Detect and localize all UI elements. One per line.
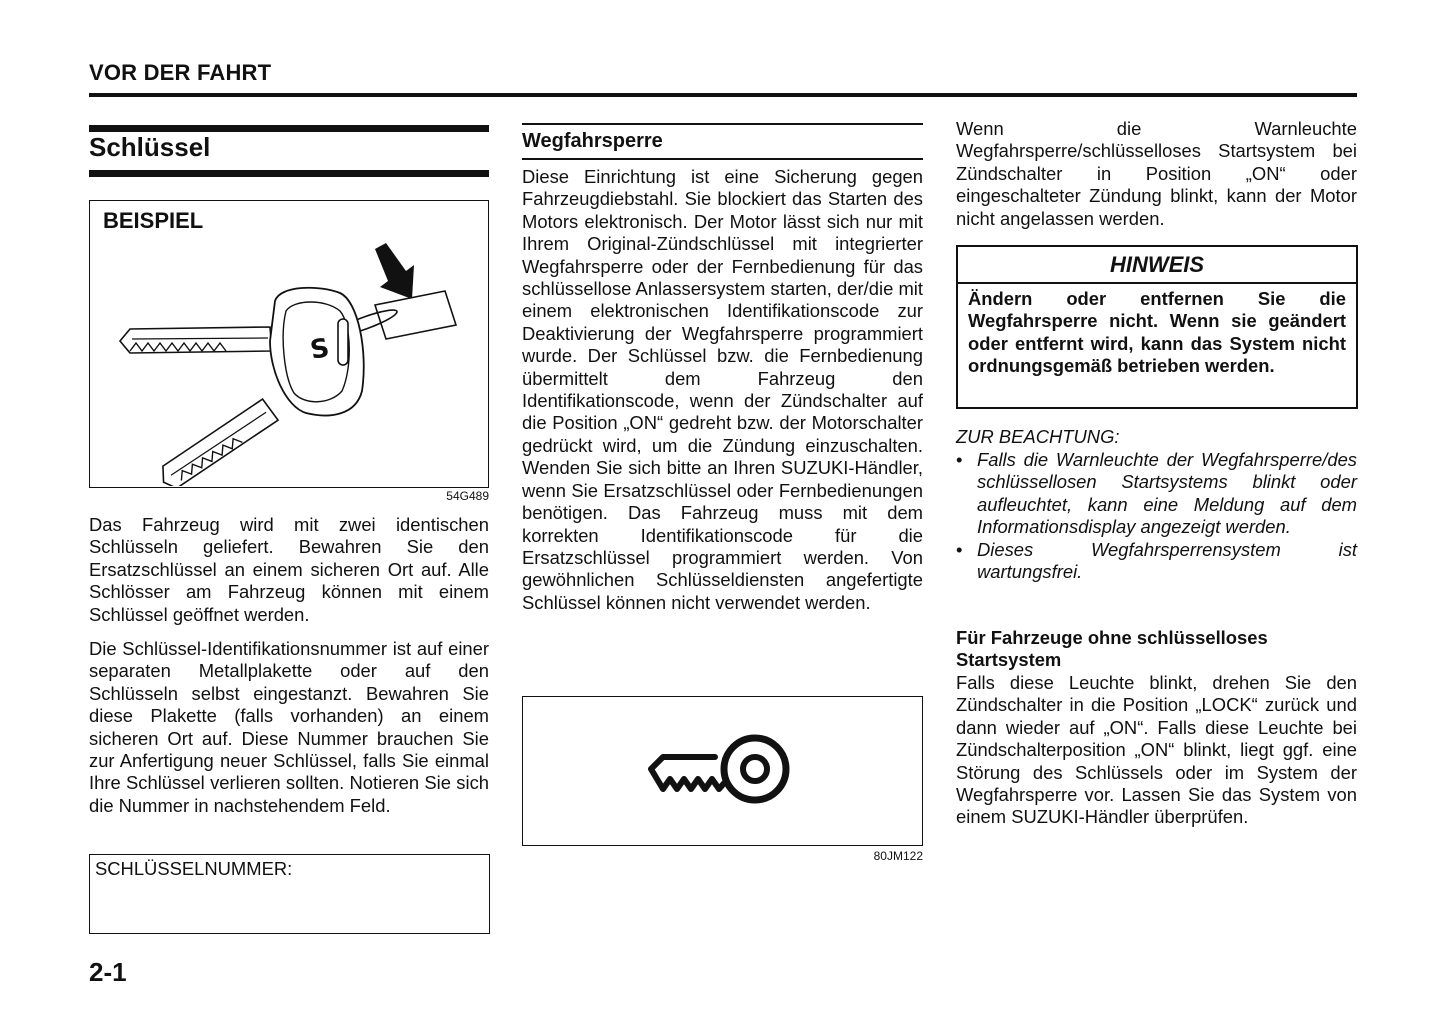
section-rule-bottom xyxy=(89,170,489,177)
notice-list xyxy=(956,449,1357,583)
svg-text:S: S xyxy=(308,333,332,366)
figure-code-2: 80JM122 xyxy=(873,849,923,863)
bullet-icon: • xyxy=(956,449,963,470)
paragraph-warning-light: Wenn die Warnleuchte Wegfahrsperre/schlüsselloses Startsystem bei Zündschalter in Position „ON“ oder eingeschalteter Zündung blinkt, kann der Motor nicht angelassen werden. xyxy=(956,118,1357,229)
chapter-title: VOR DER FAHRT xyxy=(89,60,272,85)
page-number: 2-1 xyxy=(89,957,127,987)
key-figure xyxy=(89,200,489,488)
list-item-text: Falls die Warnleuchte der Wegfahrsperre/des schlüssellosen Startsystems blinkt oder aufleuchtet, kann eine Meldung auf dem Informationsdisplay angezeigt werden. xyxy=(977,449,1357,538)
paragraph-key-number: Die Schlüssel-Identifikationsnummer ist auf einer separaten Metallplakette oder auf den Schlüsseln selbst eingestanzt. Bewahren Sie diese Plakette (falls vorhanden) an einem sicheren Ort auf. Diese Nummer brauchen Sie zur Anfertigung neuer Schlüssel, falls Sie einmal Ihre Schlüssel verlieren sollten. Notieren Sie sich die Nummer in nachstehendem Feld. xyxy=(89,638,489,816)
immobilizer-key-icon xyxy=(523,697,921,844)
bullet-icon: • xyxy=(956,538,963,560)
note-title: HINWEIS xyxy=(1109,252,1205,277)
subheading-no-keyless: Für Fahrzeuge ohne schlüsselloses Startsystem xyxy=(956,627,1268,671)
header-rule xyxy=(89,93,1357,97)
note-header-rule xyxy=(958,282,1356,284)
list-item xyxy=(956,449,1357,539)
paragraph-blinking: Falls diese Leuchte blinkt, drehen Sie den Zündschalter in die Position „LOCK“ zurück und dann wieder auf „ON“. Falls diese Leuchte bei Zündschalterposition „ON“ blinkt, liegt ggf. eine Störung des Schlüssels oder im System der Wegfahrsperre vor. Lassen Sie das System von einem SUZUKI-Händler überprüfen. xyxy=(956,672,1357,828)
paragraph-keys: Das Fahrzeug wird mit zwei identischen Schlüsseln geliefert. Bewahren Sie den Ersatzschlüssel an einem sicheren Ort auf. Alle Schlösser am Fahrzeug können mit einem Schlüssel geöffnet werden. xyxy=(89,514,489,625)
list-item xyxy=(956,539,1357,584)
section-title: Schlüssel xyxy=(89,132,211,162)
section-rule-top xyxy=(89,125,489,132)
note-body: Ändern oder entfernen Sie die Wegfahrsperre nicht. Wenn sie geändert oder entfernt wird, kann das System nicht ordnungsgemäß betrieben werden. xyxy=(968,288,1346,377)
figure-code: 54G489 xyxy=(446,489,489,503)
notice-heading: ZUR BEACHTUNG: xyxy=(956,426,1120,447)
subsection-rule-bottom xyxy=(522,158,923,160)
car-keys-illustration xyxy=(90,201,487,486)
figure-label: BEISPIEL xyxy=(103,208,204,233)
paragraph-immobilizer: Diese Einrichtung ist eine Sicherung gegen Fahrzeugdiebstahl. Sie blockiert das Starten des Motors elektronisch. Der Motor lässt sich nur mit Ihrem Original-Zündschlüssel mit integrierter Wegfahrsperre oder der Fernbedienung für das schlüssellose Anlassersystem starten, der/die mit einem elektronischen Identifikationscode zur Deaktivierung der Wegfahrsperre programmiert wurde. Der Schlüssel bzw. die Fernbedienung übermittelt dem Fahrzeug den Identifikationscode, wenn der Zündschalter auf die Position „ON“ gedreht bzw. der Motorschalter gedrückt wird, um die Zündung einzuschalten. Wenden Sie sich bitte an Ihren SUZUKI-Händler, wenn Sie Ersatzschlüssel oder Fernbedienungen benötigen. Das Fahrzeug muss mit dem korrekten Identifikationscode für die Ersatzschlüssel programmiert werden. Von gewöhnlichen Schlüsseldiensten angefertigte Schlüssel können nicht verwendet werden. xyxy=(522,166,923,613)
subsection-title: Wegfahrsperre xyxy=(522,130,663,152)
subsection-rule-top xyxy=(522,123,923,125)
immobilizer-figure xyxy=(522,696,923,846)
list-item-text: Dieses Wegfahrsperrensystem ist wartungsfrei. xyxy=(977,538,1357,583)
key-number-label: SCHLÜSSELNUMMER: xyxy=(95,858,293,879)
